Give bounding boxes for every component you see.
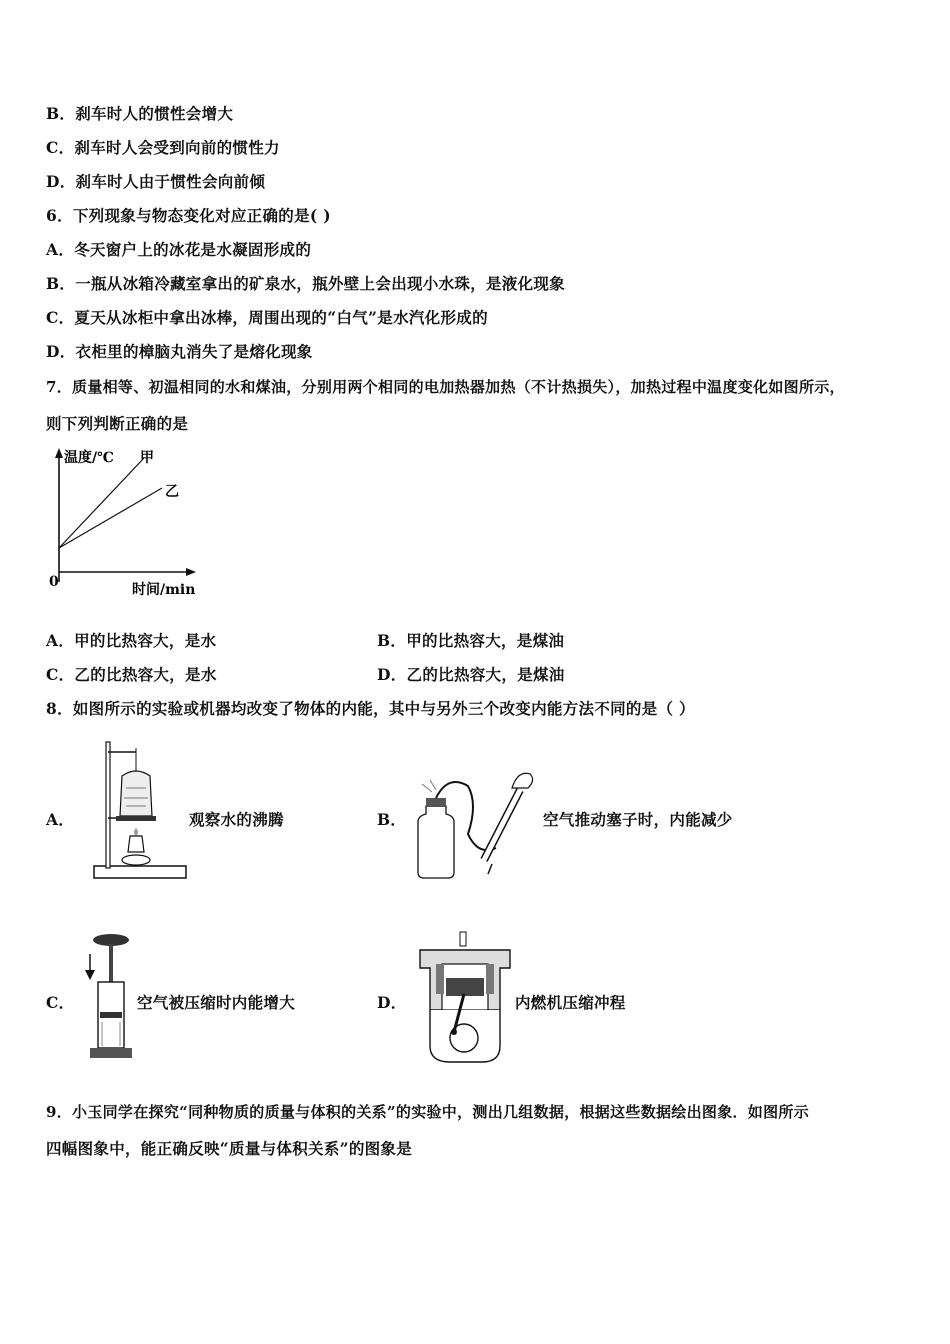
line-jia bbox=[59, 458, 144, 548]
q8-option-d-caption: 内燃机压缩冲程 bbox=[515, 993, 626, 1012]
q8-option-b-letter: B． bbox=[377, 810, 407, 829]
compressed-air-cylinder-figure bbox=[78, 930, 138, 1064]
q5-option-c: C．刹车时人会受到向前的惯性力 bbox=[46, 138, 280, 157]
q7-option-d: D．乙的比热容大，是煤油 bbox=[377, 665, 565, 684]
y-axis-label: 温度/℃ bbox=[64, 450, 114, 466]
q9-stem-line1: 9．小玉同学在探究“同种物质的质量与体积的关系”的实验中，测出几组数据，根据这些数据绘出图象．如图所示 bbox=[46, 1103, 809, 1121]
q8-stem: 8．如图所示的实验或机器均改变了物体的内能，其中与另外三个改变内能方法不同的是（ ） bbox=[46, 699, 695, 718]
q8-option-c-caption: 空气被压缩时内能增大 bbox=[137, 993, 296, 1012]
line-yi-label: 乙 bbox=[165, 484, 179, 500]
x-axis-arrow bbox=[186, 568, 196, 576]
q6-option-a: A．冬天窗户上的冰花是水凝固形成的 bbox=[46, 240, 312, 259]
q7-temperature-time-graph bbox=[40, 442, 210, 602]
boiling-water-apparatus-figure bbox=[92, 736, 188, 882]
y-axis-arrow bbox=[55, 448, 63, 458]
q8-option-a-caption: 观察水的沸腾 bbox=[189, 810, 284, 829]
q5-option-b: B．刹车时人的惯性会增大 bbox=[46, 104, 234, 123]
q7-option-b: B．甲的比热容大，是煤油 bbox=[377, 631, 565, 650]
engine-compression-stroke-figure bbox=[414, 928, 518, 1068]
air-pump-stopper-figure bbox=[408, 764, 544, 882]
q6-option-c: C．夏天从冰柜中拿出冰棒，周围出现的“白气”是水汽化形成的 bbox=[46, 308, 488, 327]
q8-option-d-letter: D． bbox=[377, 993, 407, 1012]
q6-option-b: B．一瓶从冰箱冷藏室拿出的矿泉水，瓶外壁上会出现小水珠，是液化现象 bbox=[46, 274, 566, 293]
origin-label: 0 bbox=[49, 574, 59, 590]
q8-option-c-letter: C． bbox=[46, 993, 75, 1012]
q6-stem: 6．下列现象与物态变化对应正确的是( ) bbox=[46, 206, 331, 225]
q5-option-d: D．刹车时人由于惯性会向前倾 bbox=[46, 172, 266, 191]
line-yi bbox=[59, 488, 162, 548]
q8-option-a-letter: A． bbox=[46, 810, 75, 829]
q8-option-b-caption: 空气推动塞子时，内能减少 bbox=[543, 810, 733, 829]
q6-option-d: D．衣柜里的樟脑丸消失了是熔化现象 bbox=[46, 342, 313, 361]
x-axis-label: 时间/min bbox=[132, 582, 196, 598]
q7-option-a: A．甲的比热容大，是水 bbox=[46, 631, 217, 650]
q7-stem-line1: 7．质量相等、初温相同的水和煤油，分别用两个相同的电加热器加热（不计热损失），加热过程中温度变化如图所示， bbox=[46, 378, 845, 396]
q7-stem-line2: 则下列判断正确的是 bbox=[46, 414, 189, 433]
q9-stem-line2: 四幅图象中，能正确反映“质量与体积关系”的图象是 bbox=[46, 1139, 413, 1158]
line-jia-label: 甲 bbox=[140, 450, 154, 466]
q7-option-c: C．乙的比热容大，是水 bbox=[46, 665, 217, 684]
